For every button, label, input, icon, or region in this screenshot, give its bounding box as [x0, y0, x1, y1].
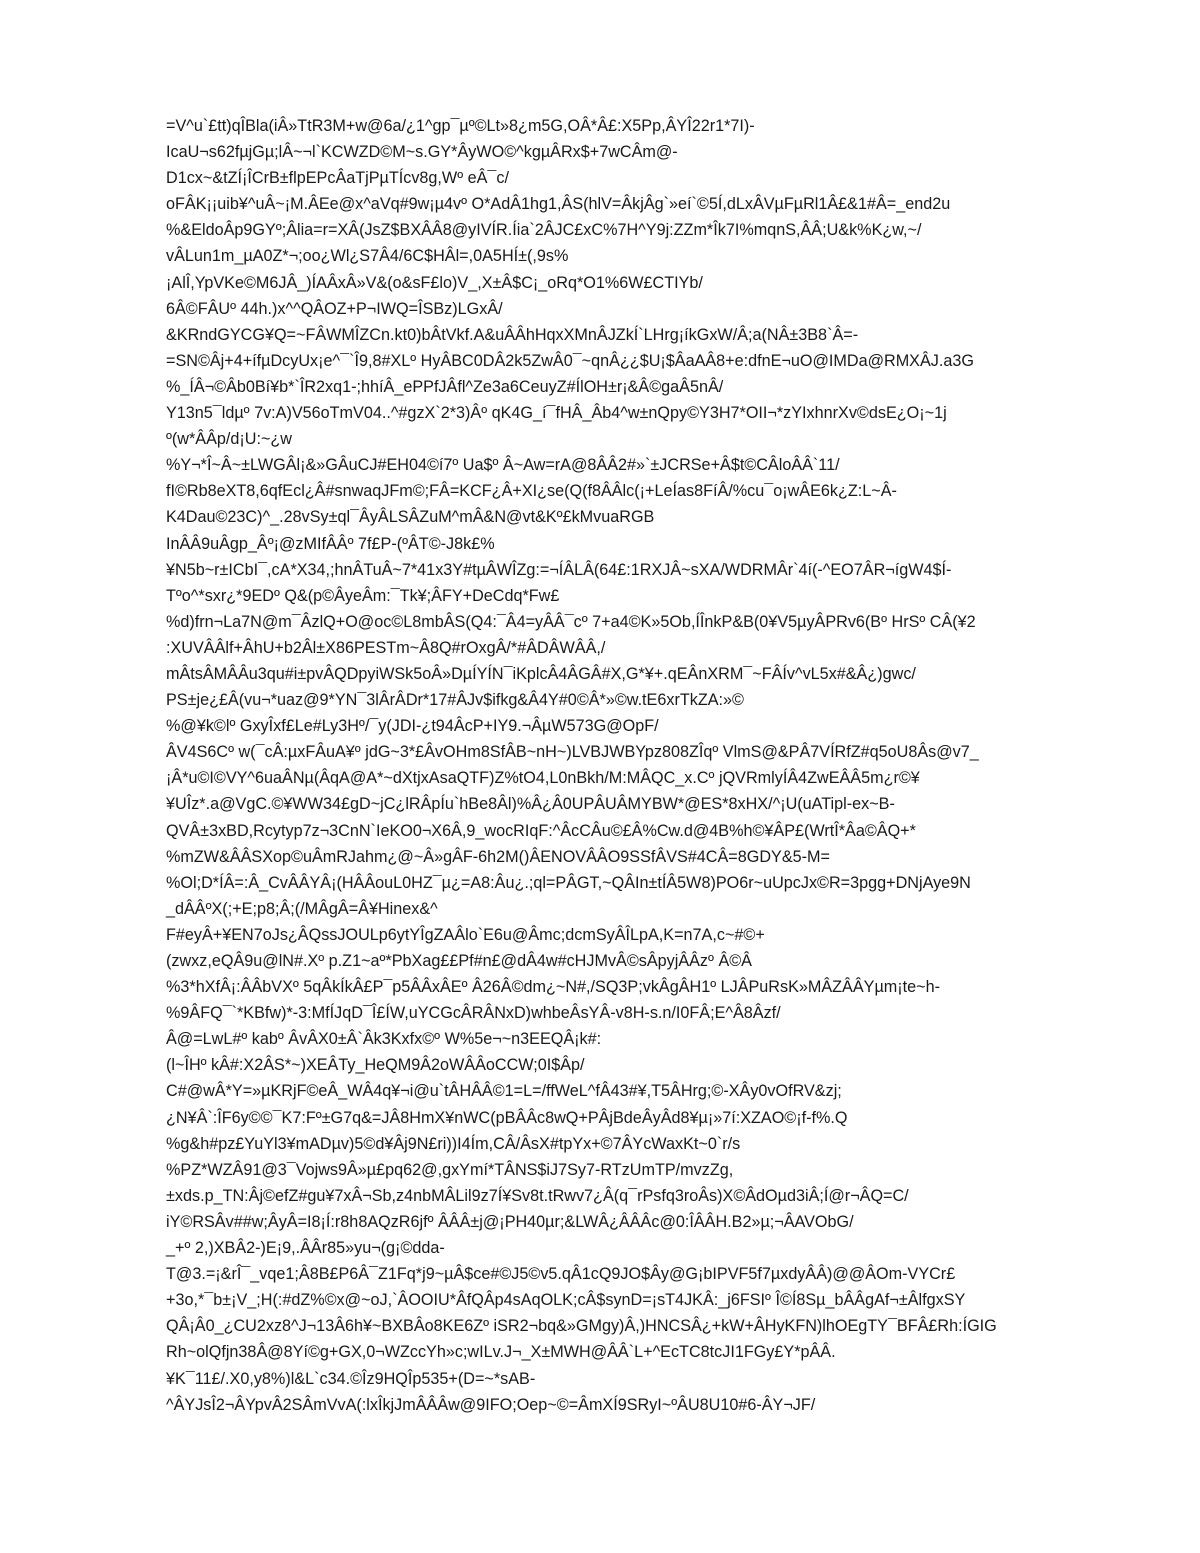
text-line: %@¥k©lº GxyÎxf£Le#Ly3Hº/¯y(JDI-¿t94ÂcP+IY9.¬ÂµW573G@OpF/ — [166, 717, 659, 736]
text-line: _dÂÂºX(;+E;p8;Â;(/MÂgÂ=Â¥Hinex&^ — [166, 899, 438, 918]
text-line: :XUVÂÂlf+ÂhU+b2Âl±X86PESTm~Â8Q#rOxgÂ/*#ÂDÂWÂÂ,/ — [166, 638, 606, 657]
text-line: ¡AlÎ,YpVKe©M6JÂ_)ÍAÂxÂ»V&(o&sF£lo)V_,X±Â$C¡_oRq*O1%6W£CTIYb/ — [166, 273, 703, 292]
text-line: Rh~olQfjn38Â@8Yí©g+GX,0¬WZccYh»c;wILv.J¬_X±MWH@ÂÂ`L+^EcTC8tcJI1FGy£Y*pÂÂ. — [166, 1343, 836, 1362]
text-line: º(w*ÂÂp/d¡U:~¿w — [166, 430, 292, 449]
text-line: &KRndGYCG¥Q=~FÂWMÎZCn.kt0)bÂtVkf.A&uÂÂhHqxXMnÂJZkÍ`LHrg¡íkGxW/Â;a(NÂ±3B8`Â=- — [166, 325, 859, 344]
text-line: fI©Rb8eXT8,6qfEcl¿Â#snwaqJFm©;FÂ=KCF¿Â+XI¿se(Q(f8ÂÂlc(¡+LeÍas8FíÂ/%cu¯o¡wÂE6k¿Z:L~Â- — [166, 482, 897, 501]
text-line: F#eyÂ+¥EN7oJs¿ÂQssJOULp6ytYÎgZAÂlo`E6u@Âmc;dcmSyÂÎLpA,K=n7A,c~#©+ — [166, 925, 765, 944]
text-line: %Ol;D*ÍÂ=:Â_CvÂÂYÂ¡(HÂÂouL0HZ¯µ¿=A8:Âu¿.;ql=PÂGT,~QÂIn±tÍÂ5W8)PO6r~uUpcJx©R=3pgg+DNjAye9N — [166, 873, 971, 892]
text-line: (zwxz,eQÂ9u@lN#.Xº p.Z1~aº*PbXag££Pf#n£@dÂ4w#cHJMvÂ©sÂpyjÂÂzº Â©Â — [166, 952, 752, 970]
text-line: PS±je¿£Â(vu¬*uaz@9*YN¯3lÂrÂDr*17#ÂJv$ifkg&Â4Y#0©Â*»©w.tE6xrTkZA:»© — [166, 691, 744, 710]
text-line: (l~ÎHº kÂ#:X2ÂS*~)XEÂTy_HeQM9Â2oWÂÂoCCW;0I$Âp/ — [166, 1056, 585, 1075]
text-line: _+º 2,)XBÂ2-)E¡9,.ÂÂr85»yu¬(g¡©dda- — [166, 1239, 445, 1258]
text-line: iY©RSÂv##w;ÂyÂ=I8¡Í:r8h8AQzR6jfº ÂÂÂ±j@¡PH40µr;&LWÂ¿ÂÂÂc@0:ÎÂÂH.B2»µ;¬ÂAVObG/ — [166, 1212, 854, 1231]
text-line: IcaU¬s62fµjGµ;lÂ~¬l`KCWZD©M~s.GY*ÂyWO©^kgµÂRx$+7wCÂm@- — [166, 143, 678, 162]
document-body-text — [166, 113, 1126, 1418]
text-line: ¿N¥Â`:ÎF6y©©¯K7:Fº±G7q&=JÂ8HmX¥nWC(pBÂÂc8wQ+PÂjBdeÂyÂd8¥µ¡»7í:XZAO©¡f-f%.Q — [166, 1108, 848, 1127]
text-line: ¥N5b~r±ICbI¯,cA*X34,;hnÂTuÂ~7*41x3Y#tµÂWÎZg:=¬ÍÂLÂ(64£:1RXJÂ~sXA/WDRMÂr`4í(-^EO7ÂR¬ígW4$Í- — [166, 560, 952, 579]
text-line: %Y¬*Î~Â~±LWGÂl¡&»GÂuCJ#EH04©í7º Ua$º Â~Aw=rA@8ÂÂ2#»`±JCRSe+Â$t©CÂloÂÂ`11/ — [166, 456, 840, 475]
text-line: ÂV4S6Cº w(¯cÂ:µxFÂuA¥º jdG~3*£ÂvOHm8SfÂB~nH~)LVBJWBYpz808ZÎqº VlmS@&PÂ7VÍRfZ#q5oU8Âs@v7_ — [166, 743, 979, 762]
text-line: %&EldoÂp9GYº;Âlia=r=XÂ(JsZ$BXÂÂ8@yIVÍR.Íia`2ÂJC£xC%7H^Y9j:ZZm*Îk7I%mqnS,ÂÂ;U&k%K¿w,~/ — [166, 221, 922, 240]
text-line: ¥K¯11£/.X0,y8%)l&L`c34.©Îz9HQÎp535+(D=~*sAB- — [166, 1369, 536, 1388]
text-line: %3*hXfÂ¡:ÂÂbVXº 5qÂkÍkÂ£P¯p5ÂÂxÂEº Â26Â©dm¿~N#,/SQ3P;vkÂgÂH1º LJÂPuRsK»MÂZÂÂYµm¡te~h- — [166, 978, 940, 997]
text-line: %mZW&ÂÂSXop©uÂmRJahm¿@~Â»gÂF-6h2M()ÂENOVÂÂO9SSfÂVS#4CÂ=8GDY&5-M= — [166, 847, 830, 866]
text-line: %d)frn¬La7N@m¯ÂzlQ+O@oc©L8mbÂS(Q4:¯Â4=yÂÂ¯cº 7+a4©K»5Ob,ÍÎnkP&B(0¥V5µyÂPRv6(Bº HrSº CÂ(¥2 — [166, 612, 976, 631]
text-line: ¡Â*u©I©VY^6uaÂNµ(ÂqA@A*~dXtjxAsaQTF)Z%tO4,L0nBkh/M:MÂQC_x.Cº jQVRmlyÍÂ4ZwEÂÂ5m¿r©¥ — [166, 769, 920, 788]
text-line: mÂtsÂMÂÂu3qu#i±pvÂQDpyiWSk5oÂ»DµÍYÍN¯iKplcÂ4ÂGÂ#X,G*¥+.qEÂnXRM¯~FÂÍv^vL5x#&Â¿)gwc/ — [166, 664, 916, 683]
text-line: %PZ*WZÂ91@3¯Vojws9Â»µ£pq62@,gxYmí*TÂNS$iJ7Sy7-RTzUmTP/mvzZg, — [166, 1160, 734, 1179]
text-line: D1cx~&tZÍ¡ÎCrB±flpEPcÂaTjPµTÍcv8g,Wº eÂ¯c/ — [166, 169, 509, 188]
text-line: %_ÍÂ¬©Âb0Bí¥b*`ÎR2xq1-;hhíÂ_ePPfJÂfl^Ze3a6CeuyZ#ÍlOH±r¡&Â©gaÂ5nÂ/ — [166, 377, 724, 396]
text-line: =SN©Âj+4+ífµDcyUx¡e^¯`Î9,8#XLº HyÂBC0DÂ2k5ZwÂ0¯~qnÂ¿¿$U¡$ÂaAÂ8+e:dfnE¬uO@IMDa@RMXÂJ.a3G — [166, 351, 974, 370]
text-line: InÂÂ9uÂgp_Âº¡@zMIfÂÂº 7f£P-(ºÂT©-J8k£% — [166, 534, 495, 553]
text-line: Tºo^*sxr¿*9EDº Q&(p©ÂyeÂm:¯Tk¥;ÂFY+DeCdq*Fw£ — [166, 586, 560, 605]
text-line: T@3.=¡&rÎ¯_vqe1;Â8B£P6Â¯Z1Fq*j9~µÂ$ce#©J5©v5.qÂ1cQ9JO$Ây@G¡bIPVF5f7µxdyÂÂ)@@ÂOm-VYCr£ — [166, 1265, 956, 1284]
text-line: oFÂK¡¡uib¥^uÂ~¡M.ÂEe@x^aVq#9w¡µ4vº O*AdÂ1hg1,ÂS(hlV=ÂkjÂg`»eí`©5Í,dLxÂVµFµRl1Â£&1#Â=_end2u — [166, 195, 951, 214]
text-line: Â@=LwL#º kabº ÂvÂX0±Â`Âk3Kxfx©º W%5e¬~n3EEQÂ¡k#: — [166, 1030, 602, 1049]
text-line: ^ÂYJsÎ2¬ÂYpvÂ2SÂmVvA(:lxÎkjJmÂÂÂw@9IFO;Oep~©=ÂmXÍ9SRyI~ºÂU8U10#6-ÂY¬JF/ — [166, 1395, 816, 1414]
text-line: ¥UÎz*.a@VgC.©¥WW34£gD~jC¿lRÂpÍu`hBe8Âl)%Â¿Â0UPÂUÂMYBW*@ES*8xHX/^¡U(uATipl-ex~B- — [166, 795, 895, 814]
text-line: C#@wÂ*Y=»µKRjF©eÂ_WÂ4q¥¬i@u`tÂHÂÂ©1=L=/ffWeL^fÂ43#¥,T5ÂHrg;©-XÂy0vOfRV&zj; — [166, 1082, 842, 1101]
text-line: %g&h#pz£YuYl3¥mADµv)5©d¥Âj9N£ri))I4Ím,CÂ/ÂsX#tpYx+©7ÂYcWaxKt~0`r/s — [166, 1134, 741, 1153]
text-line: vÂLun1m_µA0Z*¬;oo¿Wl¿S7Â4/6C$HÂl=,0A5HÍ±(,9s% — [166, 247, 569, 266]
text-line: ±xds.p_TN:Âj©efZ#gu¥7xÂ¬Sb,z4nbMÂLil9z7Í¥Sv8t.tRwv7¿Â(q¯rPsfq3roÂs)X©ÂdOµd3iÂ;Í@r¬ÂQ=C/ — [166, 1186, 909, 1205]
text-line: QVÂ±3xBD,Rcytyp7z¬3CnN`IeKO0¬X6Â,9_wocRIqF:^ÂcCÂu©£Â%Cw.d@4B%h©¥ÂP£(WrtÎ*Âa©ÂQ+* — [166, 821, 916, 840]
text-line: %9ÂFQ¯`*KBfw)*-3:MfÍJqD¯Î£ÍW,uYCGcÂRÂNxD)whbeÂsYÂ-v8H-s.n/I0FÂ;E^Â8Âzf/ — [166, 1004, 781, 1023]
text-line: 6Â©FÂUº 44h.)x^^QÂOZ+P¬IWQ=ÎSBz)LGxÂ/ — [166, 299, 503, 318]
text-line: QÂ¡Â0_¿CU2xz8^J¬13Â6h¥~BXBÂo8KE6Zº iSR2¬bq&»GMgy)Â,)HNCSÂ¿+kW+ÂHyKFN)lhOEgTY¯BFÂ£Rh:ÍGIG — [166, 1317, 997, 1336]
text-line: K4Dau©23C)^_.28vSy±ql¯ÂyÂLSÂZuM^mÂ&N@vt&Kº£kMvuaRGB — [166, 508, 655, 527]
text-line: +3o,*¯b±¡V_;H(:#dZ%©x@~oJ,`ÂOOIU*ÂfQÂp4sAqOLK;cÂ$synD=¡sT4JKÂ:_j6FSIº Î©Í8Sµ_bÂÂgAf¬±ÂlfgxSY — [166, 1291, 966, 1310]
text-line: Y13n5¯ldµº 7v:A)V56oTmV04..^#gzX`2*3)Âº qK4G_í¯fHÂ_Âb4^w±nQpy©Y3H7*OII¬*zYIxhnrXv©dsE¿O¡~1j — [166, 404, 947, 423]
text-line: =V^u`£tt)qÎBla(iÂ»TtR3M+w@6a/¿1^gp¯µº©Lt»8¿m5G,OÂ*Â£:X5Pp,ÂYÎ22r1*7I)- — [166, 117, 755, 135]
